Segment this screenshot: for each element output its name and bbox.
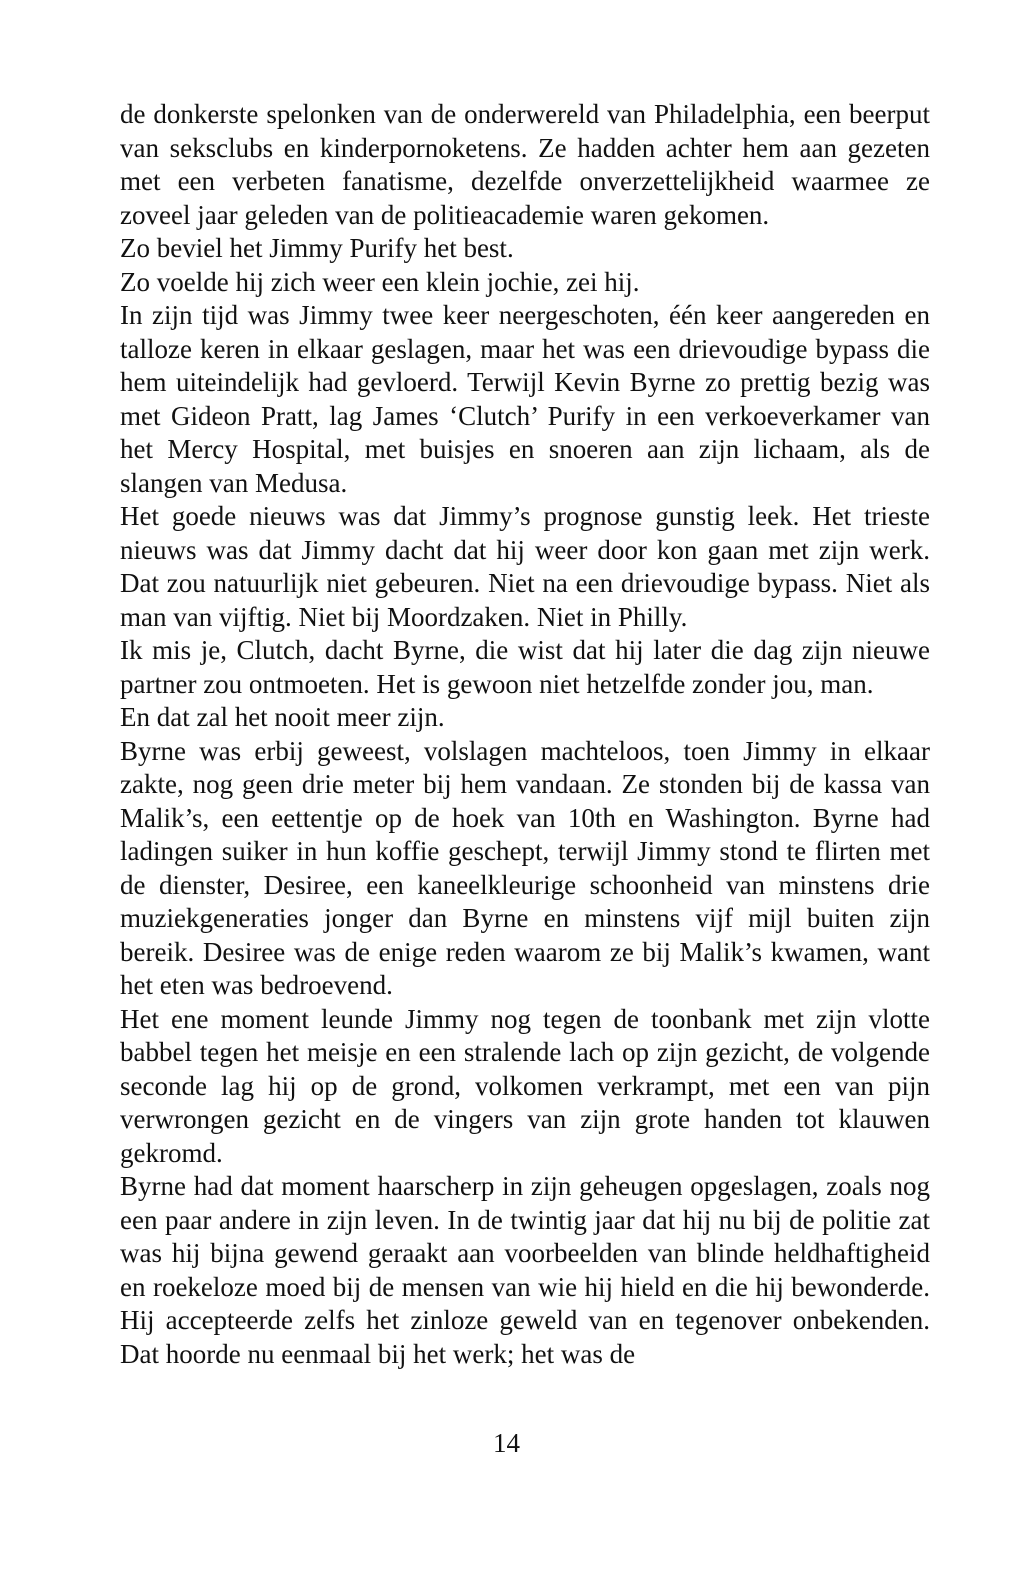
paragraph-4: In zijn tijd was Jimmy twee keer neergeschoten, één keer aangereden en talloze keren in elkaar geslagen, maar het was een drievoudige bypass die hem uiteindelijk had gevloerd. Terwijl Kevin Byrne zo prettig bezig was met Gideon Pratt, lag James ‘Clutch’ Purify in een verkoeverkamer van het Mercy Hospital, met buisjes en snoeren aan zijn lichaam, als de slangen van Medusa. [120,300,930,498]
paragraph-3: Zo voelde hij zich weer een klein jochie, zei hij. [120,266,640,297]
paragraph-1: de donkerste spelonken van de onderwereld van Philadelphia, een beerput van seksclubs en kinderpornoketens. Ze hadden achter hem aan gezeten met een verbeten fanatisme, dezelfde onverzettelijkheid waarmee ze zoveel jaar geleden van de politieacademie waren gekomen. [120,99,930,230]
paragraph-2: Zo beviel het Jimmy Purify het best. [120,233,514,263]
page-number: 14 [493,1428,520,1458]
paragraph-8: Byrne was erbij geweest, volslagen machteloos, toen Jimmy in elkaar zakte, nog geen drie meter bij hem vandaan. Ze stonden bij de kassa van Malik’s, een eettentje op de hoek van 10th en Washington. Byrne had ladingen suiker in hun koffie geschept, terwijl Jimmy stond te flirten met de dienster, Desiree, een kaneelkleurige schoonheid van minstens drie muziekgeneraties jonger dan Byrne en minstens vijf mijl buiten zijn bereik. Desiree was de enige reden waarom ze bij Malik’s kwamen, want het eten was bedroevend. [120,735,930,1000]
paragraph-5: Het goede nieuws was dat Jimmy’s prognose gunstig leek. Het trieste nieuws was dat Jimmy dacht dat hij weer door kon gaan met zijn werk. Dat zou natuurlijk niet gebeuren. Niet na een drievoudige bypass. Niet als man van vijftig. Niet bij Moordzaken. Niet in Philly. [120,501,930,632]
body-text [120,98,930,1371]
paragraph-10: Byrne had dat moment haarscherp in zijn geheugen opgeslagen, zoals nog een paar andere in zijn leven. In de twintig jaar dat hij nu bij de politie zat was hij bijna gewend geraakt aan voorbeelden van blinde heldhaftigheid en roekeloze moed bij de mensen van wie hij hield en die hij bewonderde. Hij accepteerde zelfs het zinloze geweld van en tegenover onbekenden. Dat hoorde nu eenmaal bij het werk; het was de [120,1171,930,1369]
paragraph-6: Ik mis je, Clutch, dacht Byrne, die wist dat hij later die dag zijn nieuwe partner zou ontmoeten. Het is gewoon niet hetzelfde zonder jou, man. [120,635,930,699]
paragraph-7: En dat zal het nooit meer zijn. [120,702,445,732]
paragraph-9: Het ene moment leunde Jimmy nog tegen de toonbank met zijn vlotte babbel tegen het meisje en een stralende lach op zijn gezicht, de volgende seconde lag hij op de grond, volkomen verkrampt, met een van pijn verwrongen gezicht en de vingers van zijn grote handen tot klauwen gekromd. [120,1003,930,1168]
